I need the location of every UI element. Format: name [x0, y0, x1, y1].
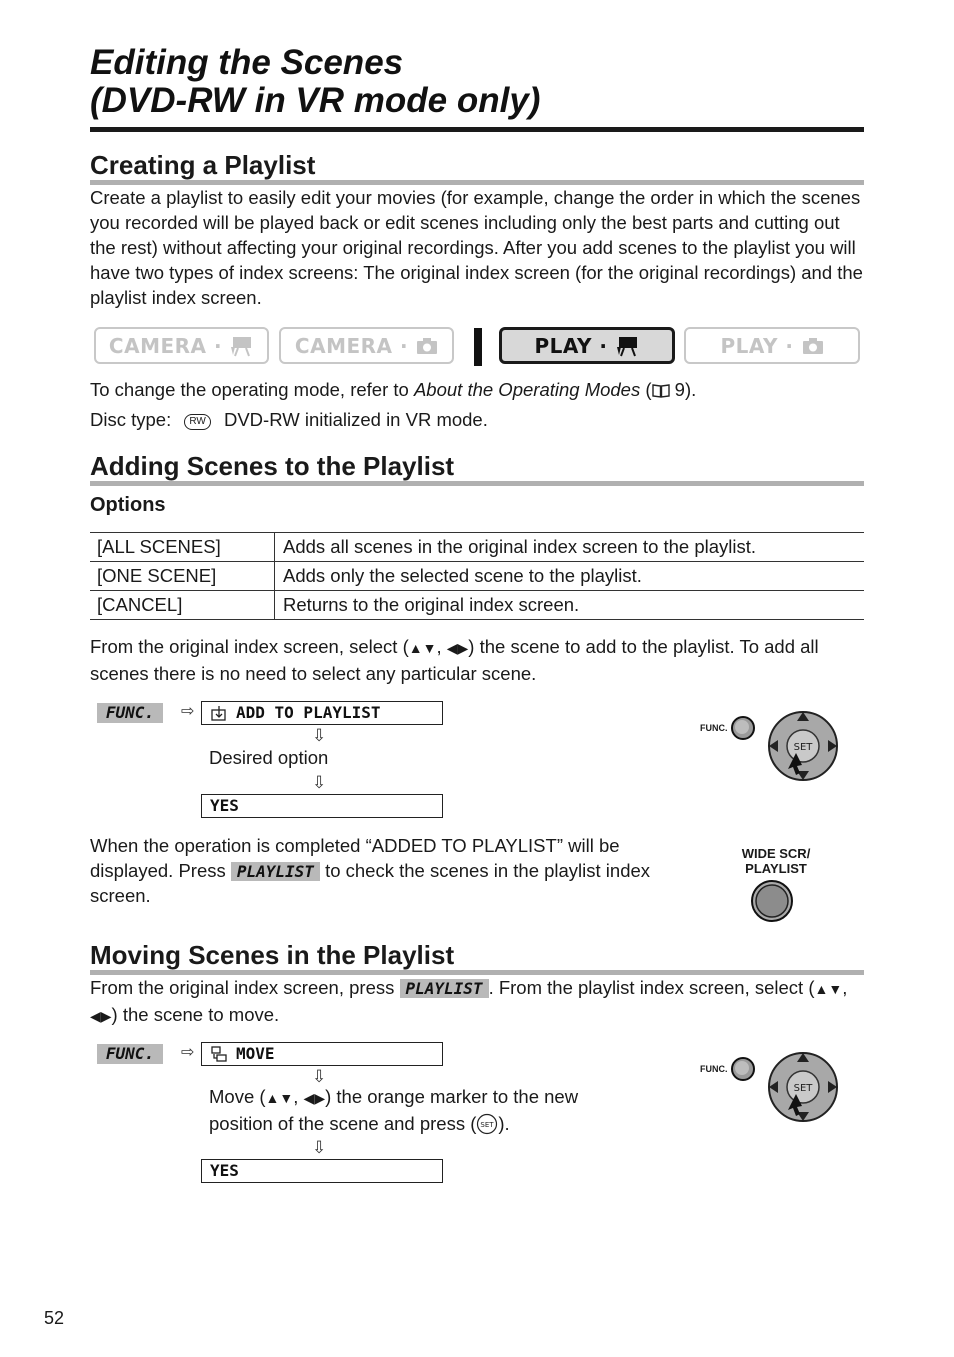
controls-illustration: [700, 709, 850, 789]
playlist-add-icon: [210, 705, 228, 721]
mode-play-still: [684, 327, 860, 364]
disc-rw-icon: RW: [184, 414, 210, 430]
page-number: 52: [44, 1308, 65, 1328]
mode-note-link: About the Operating Modes: [413, 379, 641, 400]
func-label: FUNC.: [700, 723, 728, 733]
up-down-arrows-icon: ▲▼: [265, 1090, 294, 1106]
mode-play-movie: [499, 327, 675, 364]
down-arrow-icon: ⇩: [312, 1067, 327, 1086]
adding-instructions: From the original index screen, select (▲▼, ◀▶) the scene to add to the playlist. To add all scenes there is no need to select any particular scene.: [90, 636, 819, 684]
table-row: [90, 591, 864, 620]
func-label: FUNC.: [700, 1064, 728, 1074]
disc-type-text: DVD-RW initialized in VR mode.: [223, 409, 488, 430]
move-icon: [210, 1046, 228, 1062]
table-row: [90, 562, 864, 591]
description-cell: Returns to the original index screen.: [275, 591, 865, 620]
mode-note-page-ref: 9).: [669, 379, 697, 400]
mode-separator: [474, 328, 482, 366]
mode-note: [90, 377, 870, 402]
playlist-button-badge: PLAYLIST: [231, 862, 320, 881]
page-title: [90, 44, 870, 120]
option-cell: [CANCEL]: [90, 591, 275, 620]
menu-yes: YES: [201, 794, 443, 818]
wide-scr-playlist-illustration: [726, 846, 826, 926]
func-button-icon: [730, 1056, 756, 1082]
mode-note-prefix: To change the operating mode, refer to: [90, 379, 414, 400]
section-heading-adding: Adding Scenes to the Playlist: [90, 451, 864, 486]
up-down-arrows-icon: ▲▼: [814, 981, 843, 997]
right-arrow-icon: ⇨: [181, 703, 195, 720]
mode-label: PLAY ·: [720, 333, 794, 358]
left-right-arrows-icon: ◀▶: [446, 640, 469, 656]
down-arrow-icon: ⇩: [312, 773, 327, 792]
disc-type-label: Disc type:: [90, 409, 172, 430]
moving-instructions: From the original index screen, press PLAYLIST . From the playlist index screen, select (▲▼, ◀▶) the scene to move.: [90, 977, 848, 1025]
creating-body: Create a playlist to easily edit your movies (for example, change the order in which the scenes you recorded will be played back or edit scenes including only the best parts and cutting out the rest) without affecting your original recordings. After you add scenes to the playlist you will have two types of index screens: The original index screen (for the original recordings) and the playlist index screen.: [90, 187, 863, 308]
mode-label: CAMERA ·: [294, 333, 409, 358]
menu-yes: YES: [201, 1159, 443, 1183]
description-cell: Adds all scenes in the original index screen to the playlist.: [275, 533, 865, 562]
svg-text:SET: SET: [793, 1083, 813, 1094]
disc-type: [90, 407, 790, 432]
section-heading-moving: Moving Scenes in the Playlist: [90, 940, 864, 975]
func-button-badge: FUNC.: [97, 703, 163, 723]
completed-note: When the operation is completed “ADDED TO PLAYLIST” will be displayed. Press PLAYLIST to check the scenes in the playlist index screen.: [90, 835, 651, 906]
desired-option-text: Desired option: [209, 747, 329, 768]
movie-camera-icon: [230, 335, 254, 357]
section-heading-creating: Creating a Playlist: [90, 150, 864, 185]
description-cell: Adds only the selected scene to the playlist.: [275, 562, 865, 591]
book-icon: [652, 379, 670, 400]
still-camera-icon: [416, 337, 438, 355]
func-button-icon: [730, 715, 756, 741]
func-button-badge: FUNC.: [97, 1044, 163, 1064]
title-line-2: (DVD-RW in VR mode only): [90, 81, 541, 120]
title-rule: [90, 127, 864, 132]
set-joystick-icon: [766, 709, 840, 783]
mode-label: CAMERA ·: [108, 333, 223, 358]
mode-camera-still: [279, 327, 454, 364]
controls-illustration: [700, 1050, 850, 1130]
up-down-arrows-icon: ▲▼: [408, 640, 437, 656]
wide-scr-playlist-button-icon: [750, 879, 794, 923]
set-button-icon: [476, 1113, 498, 1134]
options-label: Options: [90, 494, 166, 516]
left-right-arrows-icon: ◀▶: [90, 1008, 112, 1024]
right-arrow-icon: ⇨: [181, 1044, 195, 1061]
wide-scr-label: WIDE SCR/: [741, 846, 811, 861]
left-right-arrows-icon: ◀▶: [303, 1090, 326, 1106]
mode-note-open: (: [640, 379, 652, 400]
mode-camera-movie: [94, 327, 269, 364]
option-cell: [ALL SCENES]: [90, 533, 275, 562]
movie-camera-icon: [616, 335, 640, 357]
options-table: [90, 532, 864, 620]
table-row: [90, 533, 864, 562]
still-camera-icon: [802, 337, 824, 355]
set-joystick-icon: [766, 1050, 840, 1124]
move-instructions: Move (▲▼, ◀▶) the orange marker to the new position of the scene and press ( SET ).: [209, 1086, 579, 1134]
option-cell: [ONE SCENE]: [90, 562, 275, 591]
down-arrow-icon: ⇩: [312, 726, 327, 745]
playlist-label: PLAYLIST: [745, 861, 807, 876]
svg-text:SET: SET: [793, 742, 813, 753]
playlist-button-badge: PLAYLIST: [400, 979, 489, 998]
title-line-1: Editing the Scenes: [90, 43, 404, 82]
down-arrow-icon: ⇩: [312, 1138, 327, 1157]
mode-label: PLAY ·: [534, 333, 608, 358]
svg-text:SET: SET: [480, 1121, 494, 1129]
menu-add-to-playlist: ADD TO PLAYLIST: [201, 701, 443, 725]
menu-move: MOVE: [201, 1042, 443, 1066]
